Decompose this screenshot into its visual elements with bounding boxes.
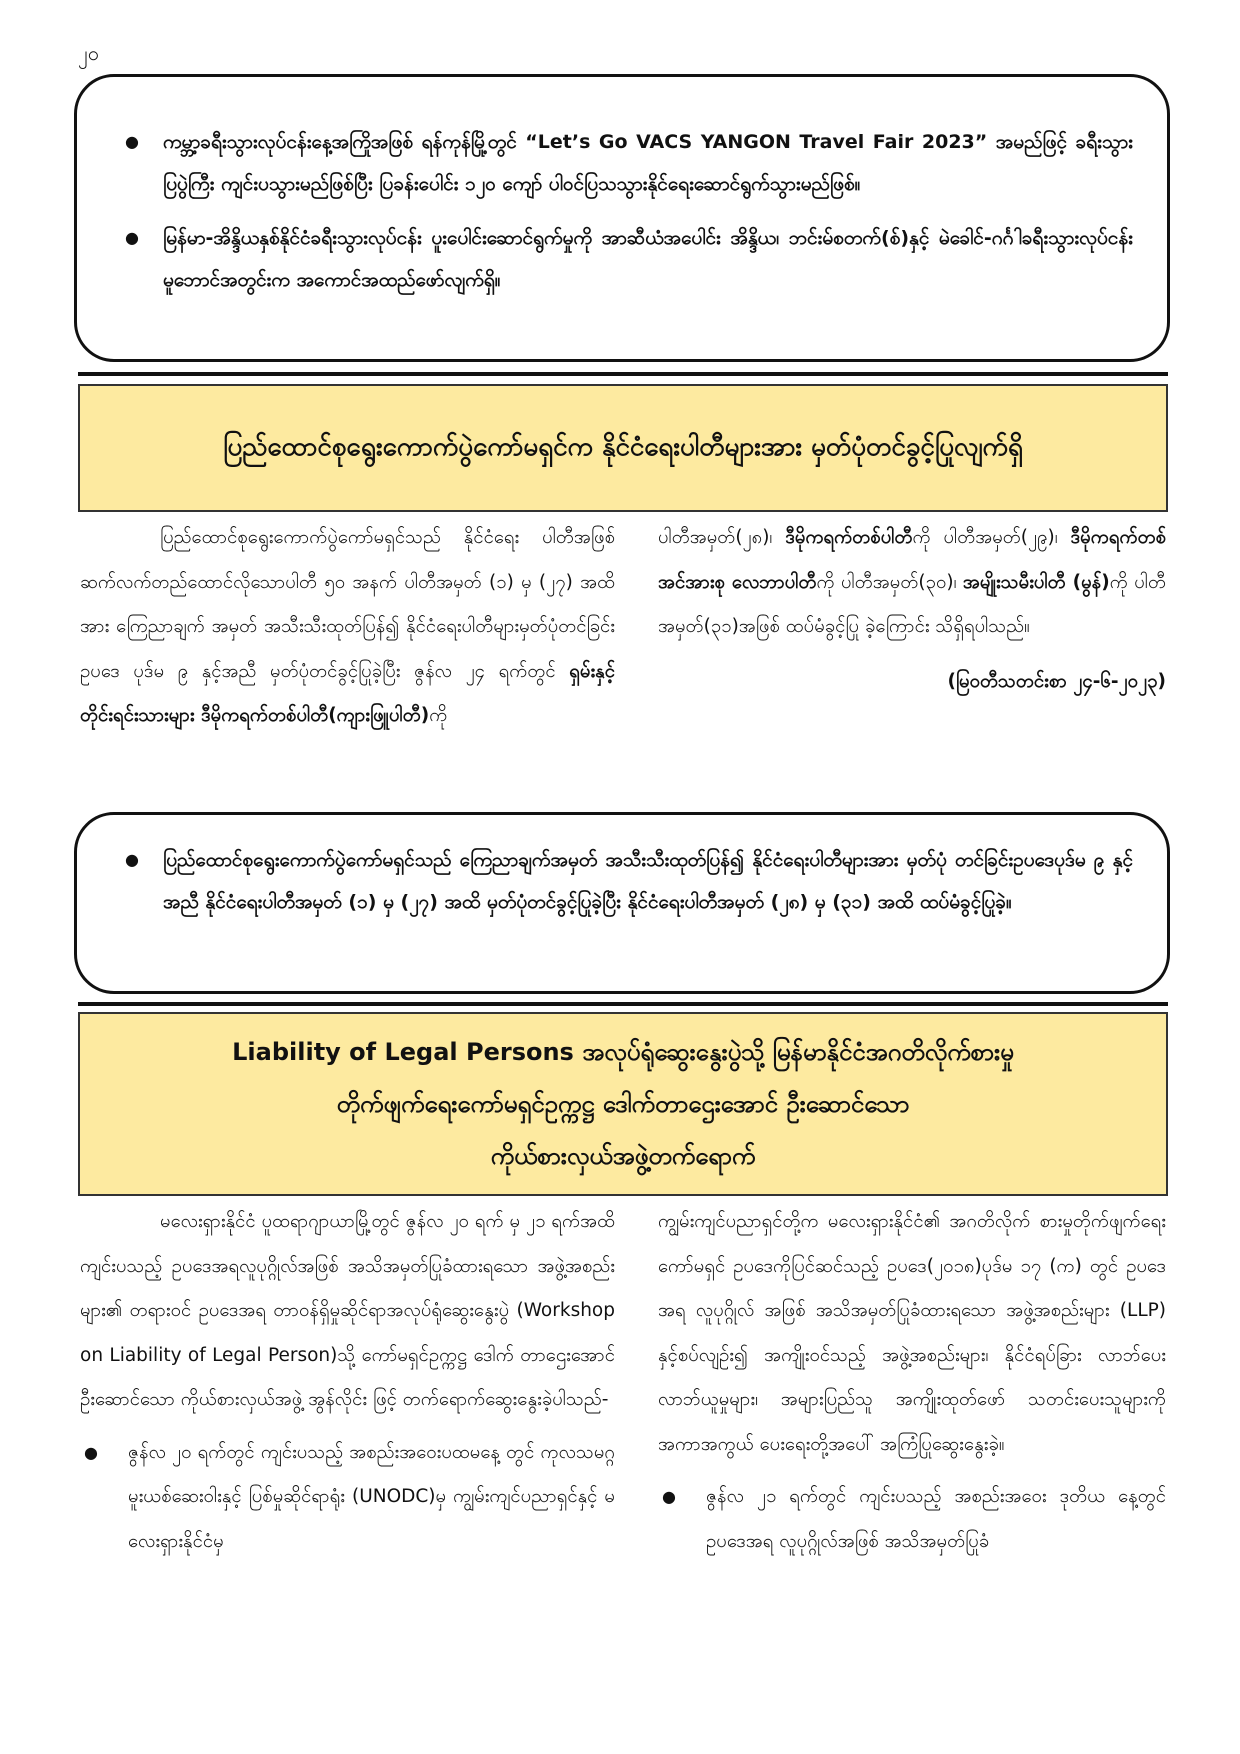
article2-right-paragraph: ကျွမ်းကျင်ပညာရှင်တို့က မလေးရှားနိုင်ငံ၏ အဂတိလိုက် စားမှုတိုက်ဖျက်ရေးကော်မရှင် ဥပဒေကိုပြင်ဆင်သည့် ဥပဒေ(၂၀၁၈)ပုဒ်မ ၁၇ (က) တွင် ဥပဒေအရ လူပုဂ္ဂိုလ် အဖြစ် အသိအမှတ်ပြုခံထားရသော အဖွဲ့အစည်းများ (LLP) နှင့်စပ်လျဉ်း၍ အကျိုးဝင်သည့် အဖွဲ့အစည်းများ၊ နိုင်ငံရပ်ခြား လာဘ်ပေးလာဘ်ယူမှုများ၊ အများပြည်သူ အကျိုးထုတ်ဖော် သတင်းပေးသူများကို အကာအကွယ် ပေးရေးတို့အပေါ် အကြံပြုဆွေးနွေးခဲ့။ (658, 1211, 1166, 1455)
article2-headline-line: ကိုယ်စားလှယ်အဖွဲ့တက်ရောက် (490, 1142, 756, 1170)
article2-headline-line: တိုက်ဖျက်ရေးကော်မရှင်ဥက္ကဋ္ဌ ဒေါက်တာဌေးအောင် ဦးဆောင်သော (336, 1090, 910, 1118)
paragraph-text: ကို ပါတီအမှတ်(၃၁)အဖြစ် ထပ်မံခွင့်ပြု ခဲ့ကြောင်း သိရှိရပါသည်။ (658, 571, 1166, 637)
article2-left-paragraph: မလေးရှားနိုင်ငံ ပူထရာဂျာယာမြို့တွင် ဇွန်လ ၂၀ ရက် မှ ၂၁ ရက်အထိ ကျင်းပသည့် ဥပဒေအရလူပုဂ္ဂိုလ်အဖြစ် အသိအမှတ်ပြုခံထားရသော အဖွဲ့အစည်းများ၏ တရားဝင် ဥပဒေအရ တာဝန်ရှိမှုဆိုင်ရာအလုပ်ရုံဆွေးနွေးပွဲ (Workshop on Liability of Legal Person)သို့ ကော်မရှင်ဥက္ကဋ္ဌ ဒေါက် တာဌေးအောင် ဦးဆောင်သော ကိုယ်စားလှယ်အဖွဲ့ အွန်လိုင်း ဖြင့် တက်ရောက်ဆွေးနွေးခဲ့ပါသည်- (80, 1211, 615, 1410)
article1-right-column (658, 516, 1166, 704)
article1-headline-box (78, 384, 1168, 512)
article1-summary-box (74, 812, 1170, 994)
source-citation: (မြဝတီသတင်းစာ ၂၄-၆-၂၀၂၃) (947, 670, 1166, 692)
party-name-bold: ရှမ်းနှင့်တိုင်းရင်းသားများ ဒီမိုကရက်တစ်ပါတီ(ကျားဖြူပါတီ) (80, 660, 615, 726)
paragraph-text: ကို (429, 705, 448, 726)
section-divider (78, 1002, 1168, 1006)
paragraph-text: ပြည်ထောင်စုရွေးကောက်ပွဲကော်မရှင်သည် နိုင်ငံရေး ပါတီအဖြစ် ဆက်လက်တည်ထောင်လိုသောပါတီ ၅၀ အနက် ပါတီအမှတ် (၁) မှ (၂၇) အထိအား ကြေညာချက် အမှတ် အသီးသီးထုတ်ပြန်၍ နိုင်ငံရေးပါတီများမှတ်ပုံတင်ခြင်း ဥပဒေ ပုဒ်မ ၉ နှင့်အညီ မှတ်ပုံတင်ခွင့်ပြုခဲ့ပြီး ဇွန်လ ၂၄ ရက်တွင် (80, 527, 615, 682)
paragraph-text: ကို ပါတီအမှတ်(၂၉)၊ (912, 527, 1071, 548)
article2-right-column (658, 1200, 1166, 1564)
article2-headline-line: Liability of Legal Persons အလုပ်ရုံဆွေးနွေးပွဲသို့ မြန်မာနိုင်ငံအဂတိလိုက်စားမှု (232, 1038, 1014, 1066)
article1-headline: ပြည်ထောင်စုရွေးကောက်ပွဲကော်မရှင်က နိုင်ငံရေးပါတီများအား မှတ်ပုံတင်ခွင့်ပြုလျက်ရှိ (223, 431, 1023, 462)
article1-right-paragraph (658, 516, 1166, 650)
article2-left-column (80, 1200, 615, 1564)
article1-left-column (80, 516, 615, 739)
list-item: ● ကမ္ဘာ့ခရီးသွားလုပ်ငန်းနေ့အကြိုအဖြစ် ရန်ကုန်မြို့တွင် “Let’s Go VACS YANGON Travel Fair 2023” အမည်ဖြင့် ခရီးသွားပြပွဲကြီး ကျင်းပသွားမည်ဖြစ်ပြီး ပြခန်းပေါင်း ၁၂၀ ကျော် ပါဝင်ပြသသွားနိုင်ရေးဆောင်ရွက်သွားမည်ဖြစ်။ (111, 121, 1133, 205)
section-divider (78, 372, 1168, 376)
page-number: ၂၀ (78, 41, 100, 65)
paragraph-text: ပါတီအမှတ်(၂၈)၊ (658, 527, 786, 548)
party-name-bold: အမျိုးသမီးပါတီ (မွန်) (962, 571, 1110, 593)
party-name-bold: ဒီမိုကရက်တစ်ပါတီ (785, 527, 913, 548)
list-item: ● ပြည်ထောင်စုရွေးကောက်ပွဲကော်မရှင်သည် ကြေညာချက်အမှတ် အသီးသီးထုတ်ပြန်၍ နိုင်ငံရေးပါတီများအား မှတ်ပုံ တင်ခြင်းဥပဒေပုဒ်မ ၉ နှင့်အညီ နိုင်ငံရေးပါတီအမှတ် (၁) မှ (၂၇) အထိ မှတ်ပုံတင်ခွင့်ပြုခဲ့ပြီး နိုင်ငံရေးပါတီအမှတ် (၂၈) မှ (၃၁) အထိ ထပ်မံခွင့်ပြုခဲ့။ (111, 839, 1133, 923)
article1-summary-list (111, 839, 1133, 923)
article1-left-paragraph (80, 516, 615, 739)
party-name-bold: ဒီမိုကရက်တစ်အင်အားစု လေဘာပါတီ (658, 527, 1166, 593)
top-summary-list (111, 121, 1133, 301)
list-item: ● မြန်မာ-အိန္ဒိယနှစ်နိုင်ငံခရီးသွားလုပ်ငန်း ပူးပေါင်းဆောင်ရွက်မှုကို အာဆီယံအပေါင်း အိန္ဒိယ၊ ဘင်းမ်စတက်(စ်)နှင့် မဲခေါင်-ဂင်္ဂါခရီးသွားလုပ်ငန်း မူဘောင်အတွင်းက အကောင်အထည်ဖော်လျက်ရှိ။ (111, 217, 1133, 301)
paragraph-text: ကို ပါတီအမှတ်(၃၀)၊ (816, 571, 963, 593)
list-item: ● ဇွန်လ ၂၁ ရက်တွင် ကျင်းပသည့် အစည်းအဝေး ဒုတိယ နေ့တွင် ဥပဒေအရ လူပုဂ္ဂိုလ်အဖြစ် အသိအမှတ်ပြုခံ (658, 1475, 1166, 1564)
top-summary-box (74, 74, 1170, 362)
article2-headline-box (78, 1012, 1168, 1196)
list-item: ● ဇွန်လ ၂၀ ရက်တွင် ကျင်းပသည့် အစည်းအဝေးပထမနေ့ တွင် ကုလသမဂ္ဂမူးယစ်ဆေးဝါးနှင့် ပြစ်မှုဆိုင်ရာရုံး (UNODC)မှ ကျွမ်းကျင်ပညာရှင်နှင့် မလေးရှားနိုင်ငံမှ (80, 1431, 615, 1565)
